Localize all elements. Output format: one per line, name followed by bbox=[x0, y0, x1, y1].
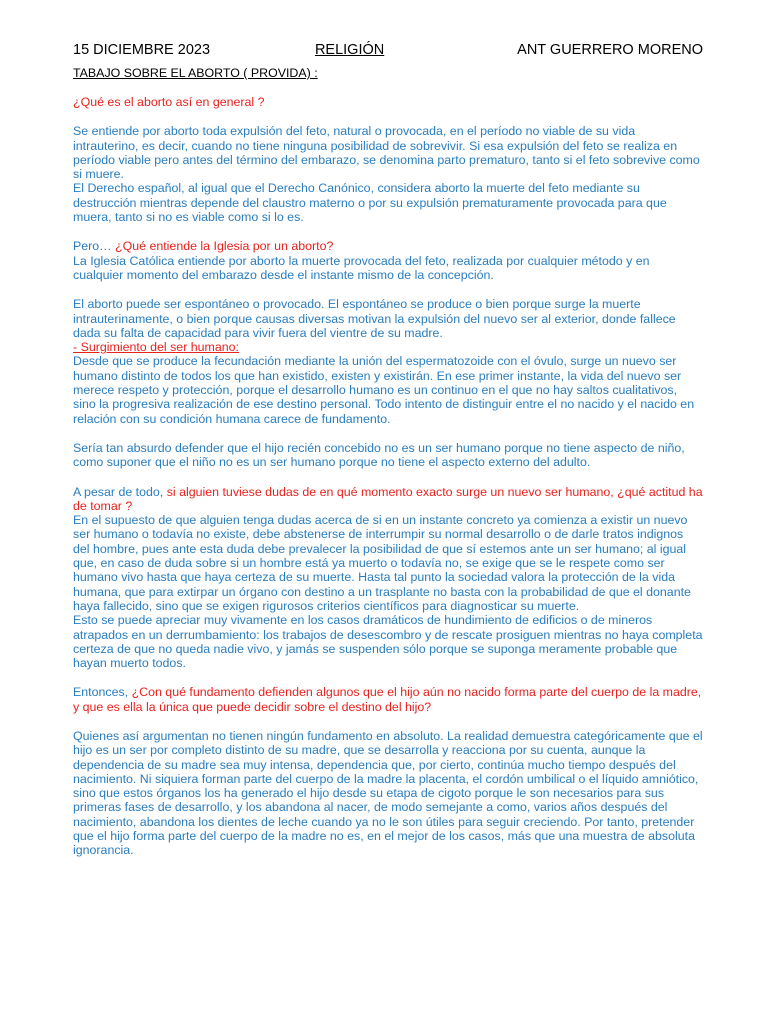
document-header bbox=[73, 40, 703, 62]
question-doubt-prefix: A pesar de todo, bbox=[73, 484, 167, 499]
document-title: TABAJO SOBRE EL ABORTO ( PROVIDA) : bbox=[73, 66, 318, 80]
question-church-view-prefix: Pero… bbox=[73, 239, 116, 254]
question-church-view-text: ¿Qué entiende la Iglesia por un aborto? bbox=[115, 239, 334, 254]
paragraph-spontaneous-provoked: El aborto puede ser espontáneo o provocado. El espontáneo se produce o bien porque surge la muerte intrauterinamente, o bien porque causas diversas motivan la expulsión del nuevo ser al exterior, donde fallece dada su falta de capacidad para vivir fuera del vientre de su madre. bbox=[73, 297, 676, 340]
paragraph-no-foundation: Quienes así argumentan no tienen ningún fundamento en absoluto. La realidad demuestra categóricamente que el hijo es un ser por completo distinto de su madre, que se desarrolla y reacciona por su cuenta, aunque la dependencia de su madre sea muy intensa, dependencia que, por cierto, continúa mucho tiempo después del nacimiento. Ni siquiera forman parte del cuerpo de la madre la placenta, el cordón umbilical o el líquido amniótico, sino que estos órganos los ha generado el hijo desde su etapa de cigoto porque le son necesarios para sus primeras fases de desarrollo, y los abandona al nacer, de modo semejante a como, varios años después del nacimiento, abandona los dientes de leche cuando ya no le son útiles para seguir creciendo. Por tanto, pretender que el hijo forma parte del cuerpo de la madre no es, en el mejor de los casos, más que una muestra de absoluta ignorancia. bbox=[73, 728, 703, 858]
paragraph-absurd-argument: Sería tan absurdo defender que el hijo recién concebido no es un ser humano porque no tiene aspecto de niño, como suponer que el niño no es un ser humano porque no tiene el aspecto externo del adulto. bbox=[73, 440, 685, 470]
subheading-human-origin: - Surgimiento del ser humano: bbox=[73, 340, 239, 355]
paragraph-fecundation: Desde que se produce la fecundación mediante la unión del espermatozoide con el óvulo, surge un nuevo ser humano distinto de todos los que han existido, existen y existirán. En ese primer instante, la vida del nuevo ser merece respeto y protección, porque el desarrollo humano es un continuo en el que no hay saltos cualitativos, sino la progresiva realización de ese destino personal. Todo intento de distinguir entre el no nacido y el nacido en relación con su condición humana carece de fundamento. bbox=[73, 354, 695, 426]
header-subject: RELIGIÓN bbox=[314, 42, 385, 58]
question-mother-body-prefix: Entonces, bbox=[73, 685, 132, 700]
paragraph-rescue-example: Esto se puede apreciar muy vivamente en los casos dramáticos de hundimiento de edificios o de mineros atrapados en un derrumbamiento: los trabajos de desescombro y de rescate prosiguen mientras no haya completa certeza de que no queda nadie vivo, y jamás se suspenden sólo porque se suponga meramente probable que hayan muerto todos. bbox=[73, 613, 703, 671]
question-mother-body-text: ¿Con qué fundamento defienden algunos que el hijo aún no nacido forma parte del cuerpo de la madre, y que es ella la única que puede decidir sobre el destino del hijo? bbox=[73, 685, 702, 714]
header-author: ANT GUERRERO MORENO bbox=[517, 42, 703, 58]
question-doubt bbox=[73, 485, 703, 514]
question-what-is-abortion: ¿Qué es el aborto así en general ? bbox=[73, 95, 265, 109]
question-doubt-text: si alguien tuviese dudas de en qué momento exacto surge un nuevo ser humano, ¿qué actitud ha de tomar ? bbox=[73, 484, 703, 513]
paragraph-definition: Se entiende por aborto toda expulsión del feto, natural o provocada, en el período no viable de su vida intrauterino, es decir, cuando no tiene ninguna posibilidad de sobrevivir. Si esa expulsión del feto se realiza en período viable pero antes del término del embarazo, se denomina parto prematuro, tanto si el feto sobrevive como si muere. bbox=[73, 124, 700, 182]
question-mother-body bbox=[73, 685, 703, 714]
header-date: 15 DICIEMBRE 2023 bbox=[73, 42, 211, 58]
paragraph-church-definition: La Iglesia Católica entiende por aborto la muerte provocada del feto, realizada por cualquier método y en cualquier momento del embarazo desde el instante mismo de la concepción. bbox=[73, 253, 650, 282]
paragraph-spanish-law: El Derecho español, al igual que el Derecho Canónico, considera aborto la muerte del feto mediante su destrucción mientras depende del claustro materno o por su expulsión prematuramente provocada para que muera, tanto si no es viable como si lo es. bbox=[73, 181, 667, 225]
question-church-view bbox=[73, 239, 703, 253]
paragraph-doubt-answer: En el supuesto de que alguien tenga dudas acerca de si en un instante concreto ya comienza a existir un nuevo ser humano o todavía no existe, debe abstenerse de interrumpir su normal desarrollo o de darle tratos indignos del hombre, pues ante esta duda debe prevalecer la posibilidad de que sí estemos ante un ser humano; al igual que, en caso de duda sobre si un hombre está ya muerto o todavía no, se exige que se le respete como ser humano vivo hasta que haya certeza de su muerte. Hasta tal punto la sociedad valora la protección de la vida humana, que para extirpar un órgano con destino a un trasplante no basta con la probabilidad de que el donante haya fallecido, sino que se exigen rigurosos criterios científicos para diagnosticar su muerte. bbox=[73, 513, 691, 613]
document-page bbox=[73, 40, 703, 858]
